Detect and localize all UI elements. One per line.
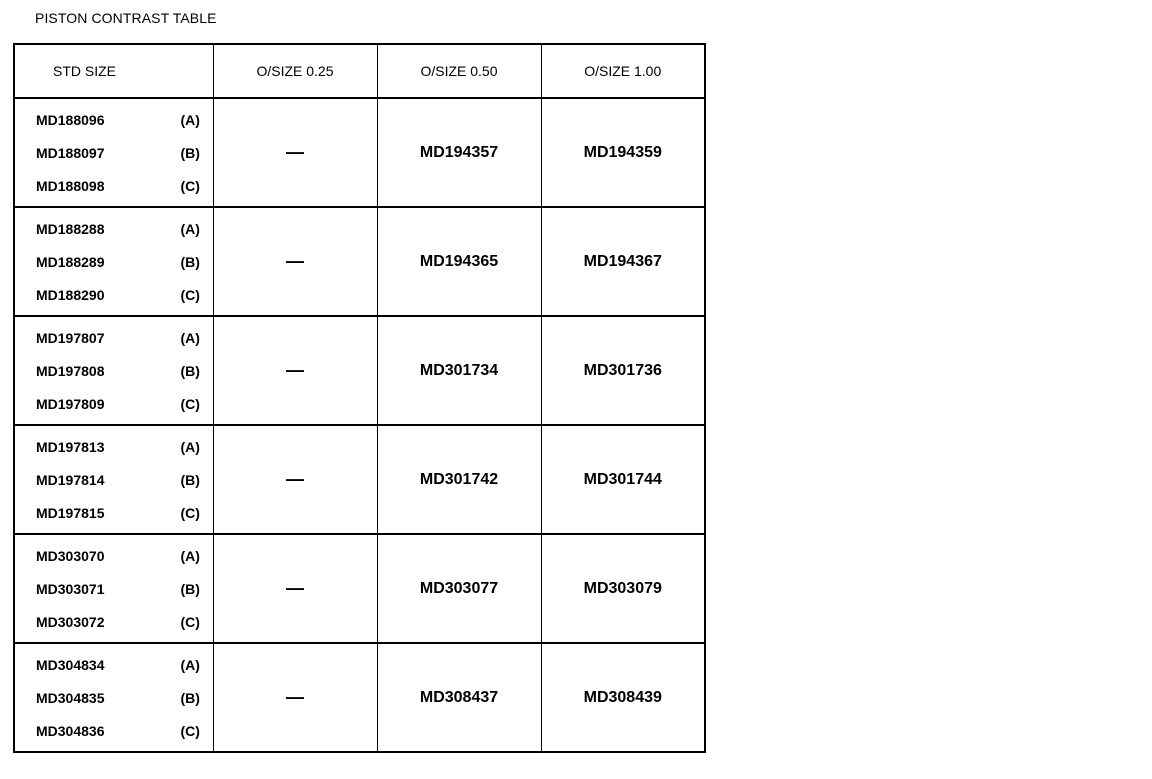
std-part-line xyxy=(15,136,213,169)
std-part-line xyxy=(15,245,213,278)
std-part-line xyxy=(15,169,213,202)
std-part-line xyxy=(15,496,213,529)
oversize-025-cell: — xyxy=(213,425,377,534)
std-part-line xyxy=(15,321,213,354)
std-part-line xyxy=(15,605,213,638)
std-grade: (B) xyxy=(180,580,200,597)
oversize-050-cell: MD194357 xyxy=(377,98,541,207)
std-part-number: MD197807 xyxy=(36,329,105,346)
std-grade: (C) xyxy=(180,613,200,630)
std-grade: (A) xyxy=(180,656,200,673)
std-grade: (C) xyxy=(180,504,200,521)
std-size-cell xyxy=(14,316,213,425)
oversize-100-cell: MD301744 xyxy=(541,425,705,534)
std-part-number: MD197808 xyxy=(36,362,105,379)
table-row xyxy=(14,316,705,425)
std-part-number: MD188289 xyxy=(36,253,105,270)
std-grade: (A) xyxy=(180,438,200,455)
table-header-row xyxy=(14,44,705,98)
std-part-number: MD188288 xyxy=(36,220,105,237)
std-part-number: MD197814 xyxy=(36,471,105,488)
std-part-line xyxy=(15,463,213,496)
oversize-050-cell: MD194365 xyxy=(377,207,541,316)
table-row xyxy=(14,643,705,752)
std-part-number: MD197813 xyxy=(36,438,105,455)
std-grade: (A) xyxy=(180,111,200,128)
oversize-100-cell: MD308439 xyxy=(541,643,705,752)
std-size-cell xyxy=(14,643,213,752)
std-part-number: MD188097 xyxy=(36,144,105,161)
std-grade: (C) xyxy=(180,722,200,739)
table-row xyxy=(14,98,705,207)
header-oversize-050: O/SIZE 0.50 xyxy=(377,44,541,98)
std-size-cell xyxy=(14,98,213,207)
std-grade: (C) xyxy=(180,286,200,303)
oversize-025-cell: — xyxy=(213,98,377,207)
std-grade: (B) xyxy=(180,362,200,379)
std-grade: (C) xyxy=(180,395,200,412)
header-oversize-100: O/SIZE 1.00 xyxy=(541,44,705,98)
std-part-line xyxy=(15,430,213,463)
std-part-number: MD188098 xyxy=(36,177,105,194)
std-part-number: MD188290 xyxy=(36,286,105,303)
std-part-line xyxy=(15,539,213,572)
piston-contrast-table xyxy=(13,43,706,753)
oversize-025-cell: — xyxy=(213,316,377,425)
std-part-line xyxy=(15,212,213,245)
header-oversize-025: O/SIZE 0.25 xyxy=(213,44,377,98)
oversize-025-cell: — xyxy=(213,534,377,643)
header-std-size: STD SIZE xyxy=(14,44,213,98)
std-part-line xyxy=(15,648,213,681)
std-part-number: MD197809 xyxy=(36,395,105,412)
std-grade: (C) xyxy=(180,177,200,194)
std-grade: (A) xyxy=(180,220,200,237)
std-part-line xyxy=(15,354,213,387)
std-grade: (B) xyxy=(180,471,200,488)
oversize-100-cell: MD301736 xyxy=(541,316,705,425)
table-row xyxy=(14,207,705,316)
std-part-line xyxy=(15,387,213,420)
oversize-100-cell: MD303079 xyxy=(541,534,705,643)
std-part-number: MD188096 xyxy=(36,111,105,128)
oversize-100-cell: MD194359 xyxy=(541,98,705,207)
std-part-number: MD304834 xyxy=(36,656,105,673)
oversize-050-cell: MD301742 xyxy=(377,425,541,534)
oversize-025-cell: — xyxy=(213,207,377,316)
oversize-050-cell: MD303077 xyxy=(377,534,541,643)
oversize-025-cell: — xyxy=(213,643,377,752)
std-grade: (A) xyxy=(180,547,200,564)
std-part-line xyxy=(15,572,213,605)
std-size-cell xyxy=(14,207,213,316)
std-part-number: MD304836 xyxy=(36,722,105,739)
std-part-number: MD303070 xyxy=(36,547,105,564)
std-part-line xyxy=(15,681,213,714)
std-size-cell xyxy=(14,425,213,534)
table-row xyxy=(14,534,705,643)
std-part-number: MD304835 xyxy=(36,689,105,706)
std-part-number: MD303071 xyxy=(36,580,105,597)
std-grade: (B) xyxy=(180,253,200,270)
oversize-050-cell: MD301734 xyxy=(377,316,541,425)
std-part-line xyxy=(15,103,213,136)
oversize-050-cell: MD308437 xyxy=(377,643,541,752)
std-part-line xyxy=(15,714,213,747)
std-grade: (B) xyxy=(180,689,200,706)
page-title: PISTON CONTRAST TABLE xyxy=(35,10,217,26)
table-row xyxy=(14,425,705,534)
std-part-number: MD303072 xyxy=(36,613,105,630)
std-part-line xyxy=(15,278,213,311)
oversize-100-cell: MD194367 xyxy=(541,207,705,316)
std-grade: (B) xyxy=(180,144,200,161)
std-grade: (A) xyxy=(180,329,200,346)
std-part-number: MD197815 xyxy=(36,504,105,521)
std-size-cell xyxy=(14,534,213,643)
